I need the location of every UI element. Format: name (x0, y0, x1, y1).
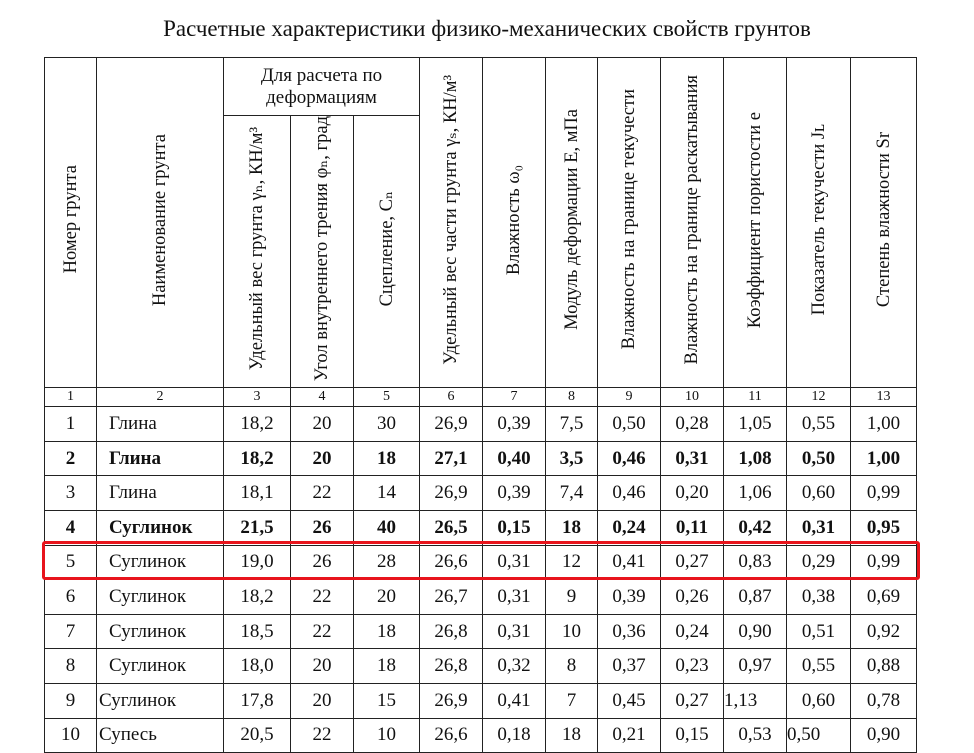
column-number: 4 (291, 388, 354, 407)
cell-value: 0,38 (787, 580, 851, 615)
cell-value: 27,1 (420, 441, 483, 476)
header-name: Наименование грунта (97, 58, 224, 388)
cell-value: 1,00 (851, 407, 917, 442)
cell-value: 0,28 (661, 407, 724, 442)
header-number: Номер грунта (45, 58, 97, 388)
cell-value: 22 (291, 718, 354, 753)
header-plastic-limit: Влажность на границе раскатывания (661, 58, 724, 388)
column-number-row (45, 388, 917, 407)
cell-value: 0,24 (598, 511, 661, 546)
cell-value: 1,00 (851, 441, 917, 476)
column-number: 13 (851, 388, 917, 407)
cell-value: 0,97 (724, 649, 787, 684)
column-number: 8 (546, 388, 598, 407)
cell-value: 21,5 (224, 511, 291, 546)
header-modulus: Модуль деформации E, мПа (546, 58, 598, 388)
cell-value: 18,0 (224, 649, 291, 684)
cell-value: 0,18 (483, 718, 546, 753)
cell-soil-name: Глина (97, 407, 224, 442)
cell-value: 20 (354, 580, 420, 615)
cell-soil-name: Глина (97, 476, 224, 511)
cell-value: 0,29 (787, 545, 851, 580)
cell-value: 40 (354, 511, 420, 546)
cell-soil-name: Суглинок (97, 545, 224, 580)
cell-value: 18,2 (224, 407, 291, 442)
cell-value: 7,4 (546, 476, 598, 511)
table-row (45, 407, 917, 442)
cell-value: 26,9 (420, 407, 483, 442)
table-row (45, 511, 917, 546)
cell-number: 3 (45, 476, 97, 511)
cell-number: 10 (45, 718, 97, 753)
cell-value: 0,31 (483, 614, 546, 649)
cell-value: 18,5 (224, 614, 291, 649)
cell-value: 0,26 (661, 580, 724, 615)
cell-value: 1,13 (724, 683, 787, 718)
cell-value: 20 (291, 441, 354, 476)
cell-value: 0,55 (787, 407, 851, 442)
cell-number: 7 (45, 614, 97, 649)
cell-value: 20 (291, 683, 354, 718)
cell-value: 3,5 (546, 441, 598, 476)
cell-value: 18 (354, 649, 420, 684)
table-row (45, 649, 917, 684)
column-number: 3 (224, 388, 291, 407)
table-row (45, 718, 917, 753)
cell-value: 0,39 (483, 476, 546, 511)
header-friction-angle: Угол внутреннего трения φₙ, град (291, 116, 354, 388)
cell-value: 0,36 (598, 614, 661, 649)
cell-value: 0,88 (851, 649, 917, 684)
cell-value: 0,55 (787, 649, 851, 684)
cell-value: 0,99 (851, 476, 917, 511)
cell-value: 0,50 (787, 441, 851, 476)
header-moisture: Влажность ω₀ (483, 58, 546, 388)
cell-value: 26,7 (420, 580, 483, 615)
cell-value: 12 (546, 545, 598, 580)
cell-soil-name: Суглинок (97, 649, 224, 684)
table-row (45, 580, 917, 615)
cell-value: 0,46 (598, 441, 661, 476)
cell-value: 9 (546, 580, 598, 615)
column-number: 11 (724, 388, 787, 407)
column-number: 1 (45, 388, 97, 407)
column-number: 7 (483, 388, 546, 407)
cell-value: 8 (546, 649, 598, 684)
cell-value: 28 (354, 545, 420, 580)
cell-value: 10 (354, 718, 420, 753)
cell-value: 19,0 (224, 545, 291, 580)
cell-value: 18,2 (224, 441, 291, 476)
cell-value: 26,6 (420, 545, 483, 580)
cell-number: 9 (45, 683, 97, 718)
cell-soil-name: Суглинок (97, 580, 224, 615)
cell-value: 0,37 (598, 649, 661, 684)
header-deformation-group: Для расчета по деформациям (224, 58, 420, 116)
table-row (45, 545, 917, 580)
cell-value: 10 (546, 614, 598, 649)
cell-value: 22 (291, 580, 354, 615)
header-liquid-limit: Влажность на границе текучести (598, 58, 661, 388)
table-row (45, 683, 917, 718)
cell-value: 0,23 (661, 649, 724, 684)
cell-value: 7 (546, 683, 598, 718)
cell-value: 18 (354, 441, 420, 476)
soil-properties-table (44, 57, 917, 753)
column-number: 10 (661, 388, 724, 407)
cell-value: 18,2 (224, 580, 291, 615)
cell-value: 22 (291, 476, 354, 511)
cell-value: 0,32 (483, 649, 546, 684)
cell-value: 0,95 (851, 511, 917, 546)
cell-soil-name: Суглинок (97, 683, 224, 718)
cell-value: 14 (354, 476, 420, 511)
cell-value: 20 (291, 407, 354, 442)
cell-value: 0,99 (851, 545, 917, 580)
cell-value: 26,5 (420, 511, 483, 546)
cell-value: 26,6 (420, 718, 483, 753)
cell-soil-name: Супесь (97, 718, 224, 753)
cell-value: 0,41 (598, 545, 661, 580)
cell-value: 18 (546, 511, 598, 546)
cell-value: 0,40 (483, 441, 546, 476)
cell-value: 0,87 (724, 580, 787, 615)
header-liquidity-index: Показатель текучести Jʟ (787, 58, 851, 388)
cell-value: 0,46 (598, 476, 661, 511)
cell-value: 0,27 (661, 545, 724, 580)
cell-number: 2 (45, 441, 97, 476)
cell-value: 30 (354, 407, 420, 442)
cell-value: 0,90 (851, 718, 917, 753)
cell-soil-name: Суглинок (97, 511, 224, 546)
cell-value: 7,5 (546, 407, 598, 442)
cell-value: 0,11 (661, 511, 724, 546)
column-number: 5 (354, 388, 420, 407)
cell-value: 0,42 (724, 511, 787, 546)
cell-number: 1 (45, 407, 97, 442)
table-row (45, 476, 917, 511)
cell-soil-name: Суглинок (97, 614, 224, 649)
table-row (45, 441, 917, 476)
cell-number: 8 (45, 649, 97, 684)
cell-value: 0,31 (483, 580, 546, 615)
cell-value: 0,15 (661, 718, 724, 753)
cell-value: 26,8 (420, 614, 483, 649)
header-porosity: Коэффициент пористости e (724, 58, 787, 388)
cell-value: 0,60 (787, 683, 851, 718)
cell-value: 26 (291, 511, 354, 546)
cell-value: 0,78 (851, 683, 917, 718)
cell-value: 0,31 (787, 511, 851, 546)
cell-value: 0,51 (787, 614, 851, 649)
column-number: 2 (97, 388, 224, 407)
cell-value: 0,50 (598, 407, 661, 442)
column-number: 6 (420, 388, 483, 407)
cell-value: 0,90 (724, 614, 787, 649)
cell-value: 26 (291, 545, 354, 580)
cell-value: 0,92 (851, 614, 917, 649)
cell-value: 0,60 (787, 476, 851, 511)
cell-value: 26,9 (420, 476, 483, 511)
cell-value: 1,06 (724, 476, 787, 511)
cell-value: 0,45 (598, 683, 661, 718)
cell-soil-name: Глина (97, 441, 224, 476)
cell-value: 0,69 (851, 580, 917, 615)
header-saturation: Степень влажности Sr (851, 58, 917, 388)
cell-value: 17,8 (224, 683, 291, 718)
cell-number: 4 (45, 511, 97, 546)
cell-value: 0,31 (661, 441, 724, 476)
header-particle-weight: Удельный вес части грунта γₛ, КН/м³ (420, 58, 483, 388)
cell-value: 18 (546, 718, 598, 753)
cell-value: 0,21 (598, 718, 661, 753)
cell-value: 18,1 (224, 476, 291, 511)
column-number: 9 (598, 388, 661, 407)
cell-value: 0,50 (787, 718, 851, 753)
cell-value: 15 (354, 683, 420, 718)
cell-value: 1,05 (724, 407, 787, 442)
cell-number: 5 (45, 545, 97, 580)
cell-value: 1,08 (724, 441, 787, 476)
table-row-highlighted (45, 614, 917, 649)
cell-value: 0,27 (661, 683, 724, 718)
cell-value: 0,20 (661, 476, 724, 511)
page-title: Расчетные характеристики физико-механических свойств грунтов (163, 16, 811, 41)
cell-value: 26,8 (420, 649, 483, 684)
cell-value: 0,41 (483, 683, 546, 718)
cell-value: 22 (291, 614, 354, 649)
cell-value: 20 (291, 649, 354, 684)
cell-value: 0,39 (598, 580, 661, 615)
cell-value: 18 (354, 614, 420, 649)
header-unit-weight: Удельный вес грунта γₙ, КН/м³ (224, 116, 291, 388)
cell-value: 0,15 (483, 511, 546, 546)
cell-value: 0,31 (483, 545, 546, 580)
cell-value: 0,24 (661, 614, 724, 649)
cell-value: 0,53 (724, 718, 787, 753)
cell-number: 6 (45, 580, 97, 615)
column-number: 12 (787, 388, 851, 407)
cell-value: 20,5 (224, 718, 291, 753)
cell-value: 0,83 (724, 545, 787, 580)
cell-value: 26,9 (420, 683, 483, 718)
header-cohesion: Сцепление, Cₙ (354, 116, 420, 388)
cell-value: 0,39 (483, 407, 546, 442)
